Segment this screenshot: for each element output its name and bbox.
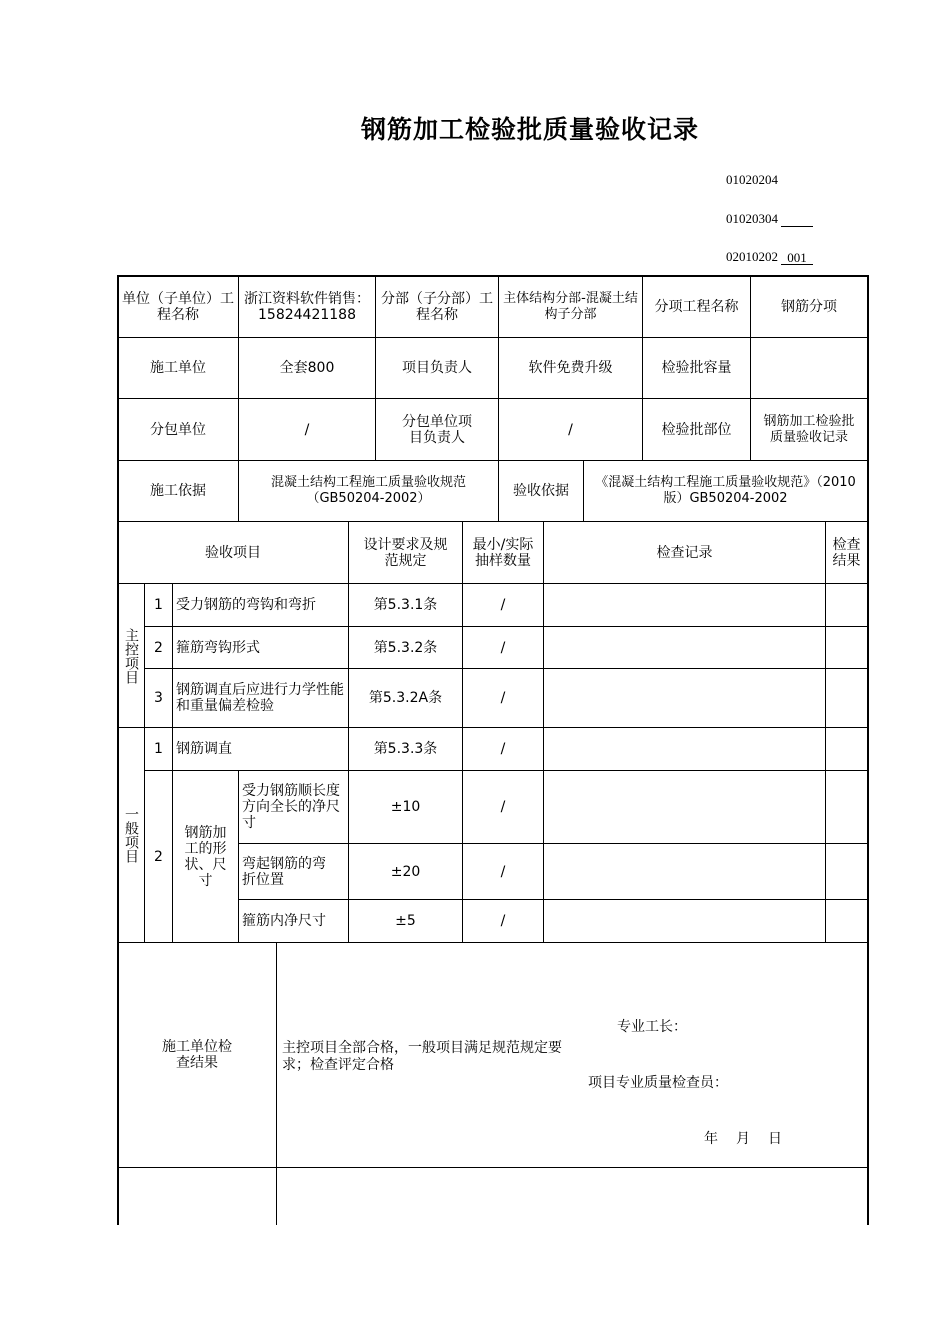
sub-item-label: 分项工程名称: [654, 298, 739, 315]
general-row-2-no: 2: [154, 848, 163, 865]
result-text: 主控项目全部合格，一般项目满足规范规定要求；检查评定合格: [282, 1040, 562, 1073]
main-row-1-sample: /: [500, 597, 506, 613]
project-manager-value: 软件免费升级: [528, 360, 613, 376]
result-label: 施工单位检查结果: [162, 1039, 232, 1071]
general-row-2-group: 钢筋加工的形状、尺寸: [184, 824, 227, 889]
col-sample-quantity: 最小/实际抽样数量: [472, 536, 534, 569]
general-row-1-no: 1: [154, 741, 163, 757]
general-group: [118, 728, 144, 942]
construction-basis-value: 混凝土结构工程施工质量验收规范（GB50204-2002）: [270, 475, 466, 506]
main-row-3-sample: /: [500, 690, 506, 706]
form-code-2: [726, 211, 813, 227]
main-control-label: 主控项目: [123, 627, 139, 684]
general-label: 一般项目: [123, 807, 139, 863]
foreman-label: 专业工长：: [617, 1019, 687, 1035]
project-manager-label: 项目负责人: [402, 360, 472, 376]
subcontractor-pm-value: /: [568, 421, 573, 438]
col-acceptance-item: 验收项目: [205, 544, 261, 561]
acceptance-basis-value: 《混凝土结构工程施工质量验收规范》（2010版）GB50204-2002: [595, 475, 856, 506]
main-row-2-sample: /: [500, 639, 506, 656]
main-row-1-name: 受力钢筋的弯钩和弯折: [176, 597, 316, 613]
general-sub-1-spec: ±10: [390, 799, 421, 815]
form-code-2-blank: [781, 212, 813, 227]
form-code-3-suffix: 001: [781, 250, 813, 265]
form-code-1: [726, 172, 778, 188]
unit-name-label: 单位（子单位）工程名称: [122, 290, 234, 323]
construction-unit-label: 施工单位: [150, 360, 206, 376]
batch-location-label: 检验批部位: [661, 421, 732, 438]
sub-item-value: 钢筋分项: [781, 298, 837, 315]
main-row-2-spec: 第5.3.2条: [373, 639, 438, 656]
subcontractor-label: 分包单位: [150, 421, 206, 438]
general-row-1-sample: /: [500, 741, 506, 757]
subdivision-value: 主体结构分部-混凝土结构子分部: [503, 290, 638, 322]
general-sub-3-spec: ±5: [395, 913, 416, 929]
main-row-1-spec: 第5.3.1条: [373, 597, 438, 613]
unit-name-value: 浙江资料软件销售：15824421188: [244, 290, 370, 323]
general-sub-1-name: 受力钢筋顺长度方向全长的净尺寸: [242, 783, 340, 831]
main-row-1-no: 1: [154, 597, 163, 613]
subcontractor-pm-label: 分包单位项目负责人: [402, 413, 472, 446]
general-sub-2-spec: ±20: [390, 863, 421, 880]
batch-capacity-value: [751, 338, 867, 398]
general-row-1-spec: 第5.3.3条: [373, 741, 438, 757]
general-sub-3-sample: /: [500, 913, 506, 929]
subcontractor-value: /: [304, 421, 310, 438]
general-sub-2-sample: /: [500, 863, 506, 880]
form-code-3: [726, 249, 813, 265]
date-label: 年 月 日: [704, 1131, 784, 1147]
main-row-3-name: 钢筋调直后应进行力学性能和重量偏差检验: [176, 682, 344, 714]
construction-basis-label: 施工依据: [150, 483, 206, 499]
acceptance-basis-label: 验收依据: [513, 483, 569, 499]
subdivision-label: 分部（子分部）工程名称: [381, 290, 493, 323]
batch-capacity-label: 检验批容量: [661, 360, 732, 376]
general-sub-1-sample: /: [500, 799, 506, 815]
main-row-3-no: 3: [154, 690, 163, 706]
col-design-requirement: 设计要求及规范规定: [363, 536, 448, 569]
general-sub-2-name: 弯起钢筋的弯折位置: [242, 855, 326, 888]
construction-unit-value: 全套800: [279, 360, 335, 376]
form-code-2-text: 01020304: [726, 211, 778, 226]
main-row-3-spec: 第5.3.2A条: [368, 690, 443, 706]
main-row-2-no: 2: [154, 639, 163, 656]
general-sub-3-name: 箍筋内净尺寸: [242, 913, 326, 929]
form-code-1-text: 01020204: [726, 172, 778, 187]
main-row-2-name: 箍筋弯钩形式: [176, 639, 260, 656]
form-code-3-text: 02010202: [726, 249, 778, 264]
batch-location-value: 钢筋加工检验批质量验收记录: [763, 413, 855, 445]
inspector-label: 项目专业质量检查员：: [588, 1075, 728, 1091]
main-control-group: [118, 584, 144, 727]
general-row-1-name: 钢筋调直: [176, 741, 232, 757]
col-check-result: 检查结果: [832, 536, 861, 569]
page-title: 钢筋加工检验批质量验收记录: [360, 115, 699, 144]
col-check-record: 检查记录: [656, 544, 713, 561]
